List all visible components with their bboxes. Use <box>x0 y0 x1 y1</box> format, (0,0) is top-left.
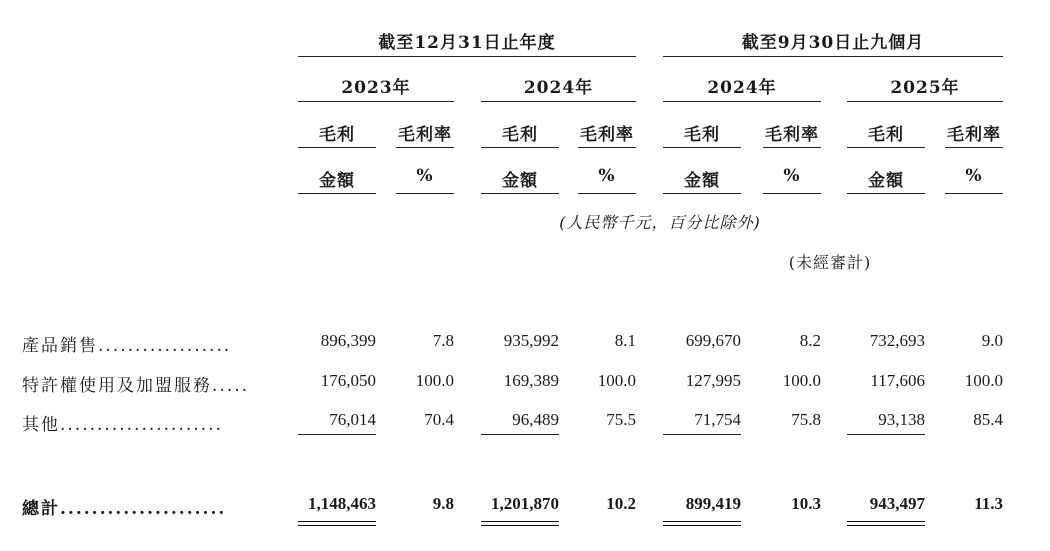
total-double-rule <box>663 521 741 526</box>
col-subheader-percent-2023: % <box>416 166 434 186</box>
year-header-2023-rule <box>298 101 454 102</box>
col-rule <box>847 193 925 194</box>
cell-value: 100.0 <box>597 371 636 390</box>
cell-value: 699,670 <box>685 331 741 350</box>
cell-value: 93,138 <box>878 410 925 429</box>
year-header-2024-fy: 2024年 <box>523 78 594 98</box>
cell-value: 85.4 <box>973 410 1003 429</box>
total-double-rule <box>298 521 376 526</box>
col-subheader-percent-2025: % <box>965 166 983 186</box>
total-value: 9.8 <box>432 494 454 513</box>
cell-value: 176,050 <box>320 371 376 390</box>
col-header-gp-2023: 毛利 <box>319 125 355 145</box>
col-rule <box>298 193 376 194</box>
row-label-product-sales: 產品銷售.................. <box>22 336 232 356</box>
group-header-fiscal-year: 截至12月31日止年度 <box>378 33 556 53</box>
cell-value: 7.8 <box>432 331 454 350</box>
cell-value: 100.0 <box>782 371 821 390</box>
year-header-2024-9m: 2024年 <box>707 78 777 98</box>
row-label-royalty-franchise: 特許權使用及加盟服務..... <box>22 376 250 396</box>
col-header-gm-2024-9m: 毛利率 <box>765 125 819 145</box>
cell-value: 71,754 <box>694 410 741 429</box>
unit-note: (人民幣千元，百分比除外) <box>559 213 761 232</box>
col-subheader-amount-2025: 金額 <box>868 171 904 191</box>
col-rule <box>763 193 821 194</box>
col-subheader-percent-2024-9m: % <box>783 166 801 186</box>
cell-value: 732,693 <box>869 331 925 350</box>
cell-value: 935,992 <box>503 331 559 350</box>
cell-value: 9.0 <box>981 331 1003 350</box>
col-rule <box>763 147 821 148</box>
total-value: 899,419 <box>685 494 741 513</box>
col-rule <box>578 193 636 194</box>
cell-value: 75.5 <box>606 410 636 429</box>
subtotal-rule <box>481 434 559 435</box>
year-header-2023: 2023年 <box>341 78 411 98</box>
row-label-total: 總計..................... <box>22 499 227 519</box>
cell-value: 8.1 <box>614 331 636 350</box>
total-double-rule <box>481 521 559 526</box>
col-header-gp-2024-9m: 毛利 <box>684 125 720 145</box>
cell-value: 100.0 <box>415 371 454 390</box>
total-value: 1,148,463 <box>308 494 376 513</box>
year-header-2025-rule <box>847 101 1003 102</box>
total-value: 1,201,870 <box>491 494 559 513</box>
col-header-gp-2024fy: 毛利 <box>502 125 538 145</box>
cell-value: 8.2 <box>799 331 821 350</box>
col-rule <box>578 147 636 148</box>
group-header-nine-months-rule <box>663 56 1003 57</box>
group-header-fiscal-year-rule <box>298 56 636 57</box>
year-header-2024-fy-rule <box>481 101 636 102</box>
col-rule <box>663 193 741 194</box>
col-header-gm-2024fy: 毛利率 <box>580 125 634 145</box>
cell-value: 896,399 <box>320 331 376 350</box>
col-header-gp-2025: 毛利 <box>868 125 904 145</box>
row-label-other: 其他...................... <box>22 415 223 435</box>
subtotal-rule <box>298 434 376 435</box>
col-rule <box>396 193 454 194</box>
col-subheader-amount-2023: 金額 <box>319 171 355 191</box>
subtotal-rule <box>847 434 925 435</box>
total-value: 11.3 <box>974 494 1003 513</box>
group-header-nine-months: 截至9月30日止九個月 <box>741 33 925 53</box>
total-value: 10.3 <box>791 494 821 513</box>
col-rule <box>298 147 376 148</box>
cell-value: 96,489 <box>512 410 559 429</box>
col-rule <box>481 147 559 148</box>
total-value: 943,497 <box>869 494 925 513</box>
col-header-gm-2025: 毛利率 <box>947 125 1001 145</box>
cell-value: 76,014 <box>329 410 376 429</box>
cell-value: 100.0 <box>964 371 1003 390</box>
col-rule <box>481 193 559 194</box>
cell-value: 117,606 <box>870 371 925 390</box>
unaudited-note: (未經審計) <box>788 253 872 272</box>
cell-value: 169,389 <box>503 371 559 390</box>
cell-value: 70.4 <box>424 410 454 429</box>
col-rule <box>396 147 454 148</box>
subtotal-rule <box>663 434 741 435</box>
year-header-2025: 2025年 <box>890 78 960 98</box>
col-header-gm-2023: 毛利率 <box>398 125 452 145</box>
total-double-rule <box>847 521 925 526</box>
col-subheader-percent-2024fy: % <box>598 166 616 186</box>
col-rule <box>847 147 925 148</box>
col-subheader-amount-2024-9m: 金額 <box>684 171 720 191</box>
col-rule <box>945 193 1003 194</box>
col-rule <box>663 147 741 148</box>
cell-value: 75.8 <box>791 410 821 429</box>
col-rule <box>945 147 1003 148</box>
year-header-2024-9m-rule <box>663 101 821 102</box>
total-value: 10.2 <box>606 494 636 513</box>
col-subheader-amount-2024fy: 金額 <box>502 171 538 191</box>
cell-value: 127,995 <box>685 371 741 390</box>
